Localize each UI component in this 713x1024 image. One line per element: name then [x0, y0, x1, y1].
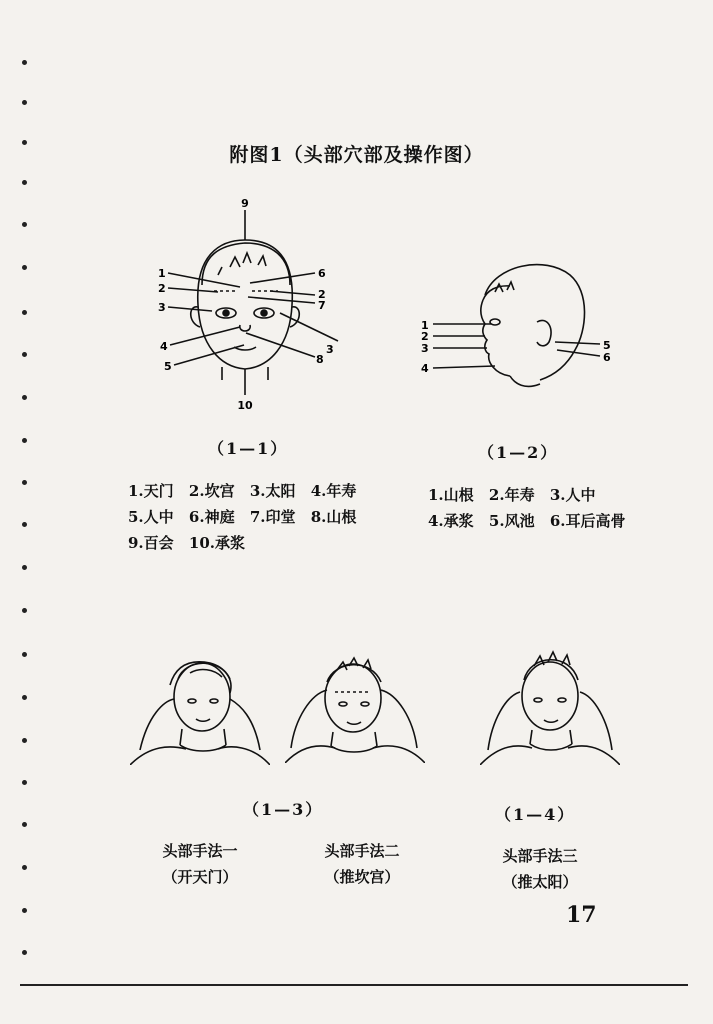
- figure-1-2-side-profile: [415, 250, 625, 400]
- caption-method-3: [480, 843, 600, 895]
- figure-label-1-4: （1—4）: [495, 805, 576, 824]
- legend-1-2: [428, 482, 658, 534]
- legend-item: 3.人中: [549, 486, 596, 504]
- fig1-2-marker-6: 6: [603, 351, 611, 364]
- caption-title: 头部手法二: [324, 842, 400, 860]
- legend-item: 1.天门: [128, 482, 174, 500]
- figure-label-1-3: （1—3）: [243, 800, 324, 819]
- legend-item: 6.神庭: [188, 508, 235, 526]
- caption-method-2: [302, 838, 422, 890]
- figure-1-1-front-face: [140, 195, 340, 415]
- caption-subtitle: （开天门）: [162, 868, 238, 886]
- legend-item: 10.承浆: [188, 534, 246, 552]
- legend-item: 4.承浆: [428, 512, 474, 530]
- legend-item: 3.太阳: [249, 482, 296, 500]
- legend-item: 6.耳后高骨: [549, 512, 626, 530]
- fig1-1-marker-8: 8: [316, 353, 324, 366]
- fig1-1-marker-9: 9: [241, 197, 249, 210]
- fig1-1-marker-2: 2: [158, 282, 166, 295]
- fig1-1-marker-3-right: 3: [326, 343, 334, 356]
- page-title: 附图1（头部穴部及操作图）: [229, 144, 484, 166]
- legend-1-1: [128, 478, 378, 556]
- illustration-tui-kangong: [285, 648, 425, 763]
- caption-subtitle: （推太阳）: [502, 873, 578, 891]
- legend-item: 4.年寿: [310, 482, 357, 500]
- bottom-rule: [20, 984, 688, 986]
- fig1-1-marker-1: 1: [158, 267, 166, 280]
- fig1-2-marker-1: 1: [421, 319, 429, 332]
- caption-subtitle: （推坎宫）: [324, 868, 400, 886]
- fig1-1-marker-7: 7: [318, 299, 326, 312]
- fig1-1-marker-6: 6: [318, 267, 326, 280]
- caption-method-1: [140, 838, 260, 890]
- fig1-2-marker-5: 5: [603, 339, 611, 352]
- page-number: 17: [566, 902, 597, 928]
- legend-item: 5.人中: [128, 508, 174, 526]
- illustration-tui-taiyang: [480, 640, 620, 765]
- legend-item: 2.坎宫: [188, 482, 235, 500]
- fig1-1-marker-2-right: 2: [318, 288, 326, 301]
- caption-title: 头部手法一: [162, 842, 238, 860]
- fig1-2-marker-3: 3: [421, 342, 429, 355]
- figure-label-1-2: （1—2）: [478, 443, 559, 462]
- fig1-2-marker-2: 2: [421, 330, 429, 343]
- fig1-1-marker-4: 4: [160, 340, 168, 353]
- caption-title: 头部手法三: [502, 847, 578, 865]
- fig1-1-marker-3: 3: [158, 301, 166, 314]
- fig1-1-marker-10: 10: [237, 399, 253, 412]
- fig1-2-marker-4: 4: [421, 362, 429, 375]
- legend-item: 8.山根: [310, 508, 357, 526]
- legend-item: 1.山根: [428, 486, 474, 504]
- legend-item: 7.印堂: [249, 508, 296, 526]
- legend-item: 5.风池: [488, 512, 535, 530]
- illustration-kai-tianmen: [130, 645, 270, 765]
- figure-label-1-1: （1—1）: [208, 439, 289, 458]
- legend-item: 9.百会: [128, 534, 174, 552]
- legend-item: 2.年寿: [488, 486, 535, 504]
- fig1-1-marker-5: 5: [164, 360, 172, 373]
